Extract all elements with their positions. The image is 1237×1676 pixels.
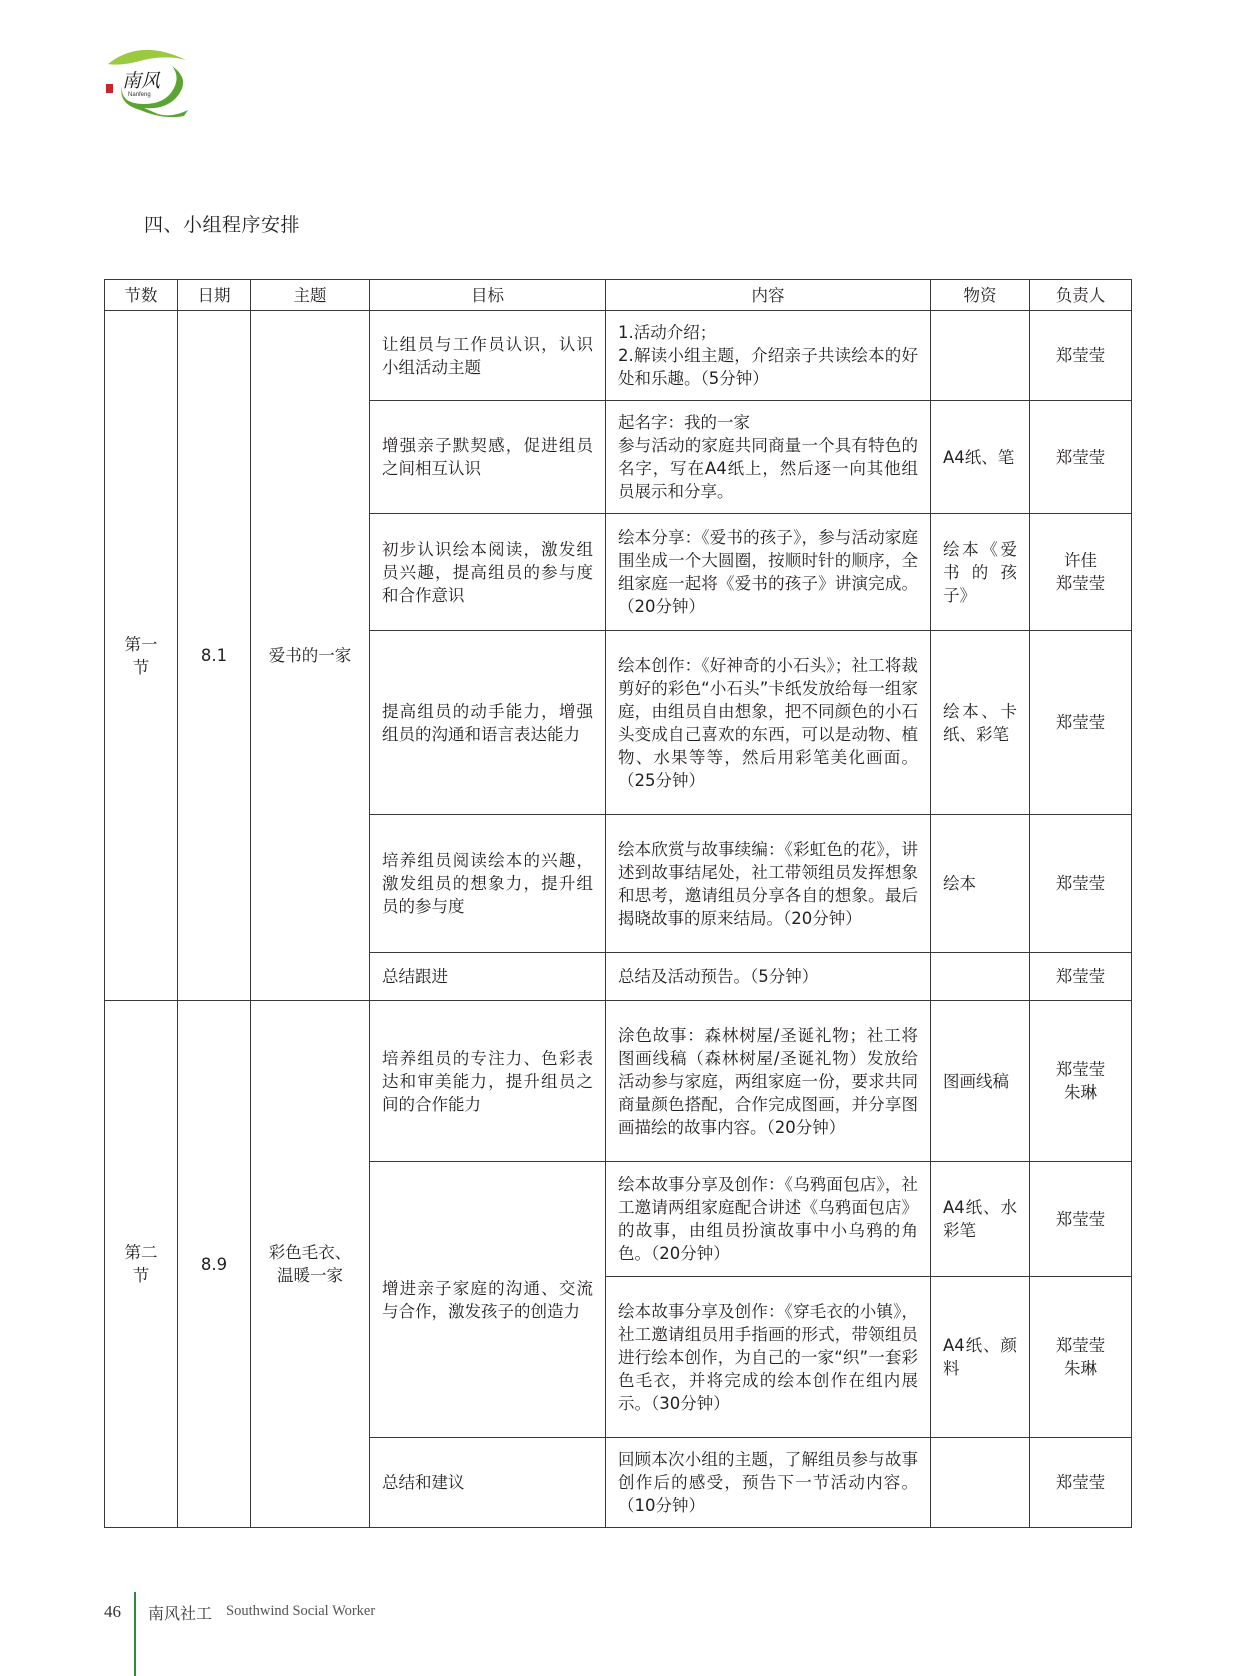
owner-name: 郑莹莹 (1055, 1473, 1106, 1492)
content-line: 涂色故事：森林树屋/圣诞礼物；社工将图画线稿（森林树屋/圣诞礼物）发放给活动参与家庭，两组家庭一份，要求共同商量颜色搭配，合作完成图画，并分享图画描绘的故事内容。（20分钟） (618, 1025, 918, 1137)
session-theme: 爱书的一家 (251, 311, 370, 1001)
header-content: 内容 (606, 280, 931, 311)
content-cell (606, 953, 931, 1001)
header-date: 日期 (178, 280, 251, 311)
owner-cell (1030, 1162, 1132, 1277)
owner-cell (1030, 1438, 1132, 1528)
session-date: 8.1 (178, 311, 251, 1001)
schedule-table (104, 279, 1132, 1528)
session-name: 第二节 (105, 1001, 178, 1528)
content-cell (606, 815, 931, 953)
materials-cell: A4纸、水彩笔 (931, 1162, 1030, 1277)
materials-cell: 绘本、卡纸、彩笔 (931, 631, 1030, 815)
owner-name: 郑莹莹 (1055, 874, 1106, 893)
content-cell (606, 1277, 931, 1438)
content-cell (606, 1001, 931, 1162)
content-cell (606, 514, 931, 631)
owner-cell (1030, 631, 1132, 815)
content-line: 绘本欣赏与故事续编：《彩虹色的花》，讲述到故事结尾处，社工带领组员发挥想象和思考，邀请组员分享各自的想象。最后揭晓故事的原来结局。（20分钟） (618, 839, 918, 928)
svg-text:南风: 南风 (122, 70, 161, 92)
goal-cell: 总结和建议 (370, 1438, 606, 1528)
goal-cell: 提高组员的动手能力，增强组员的沟通和语言表达能力 (370, 631, 606, 815)
header-goal: 目标 (370, 280, 606, 311)
owner-name: 郑莹莹 (1055, 1209, 1106, 1229)
content-line: 2.解读小组主题，介绍亲子共读绘本的好处和乐趣。（5分钟） (618, 346, 918, 388)
header-theme: 主题 (251, 280, 370, 311)
materials-cell (931, 953, 1030, 1001)
owner-cell (1030, 1277, 1132, 1438)
owner-name: 郑莹莹 (1055, 574, 1106, 593)
content-line: 绘本创作：《好神奇的小石头》；社工将裁剪好的彩色“小石头”卡纸发放给每一组家庭，由组员自由想象，把不同颜色的小石头变成自己喜欢的东西，可以是动物、植物、水果等等，然后用彩笔美化画面。（25分钟） (618, 655, 918, 790)
goal-cell: 总结跟进 (370, 953, 606, 1001)
footer-divider (134, 1592, 136, 1676)
table-row (105, 1001, 1132, 1162)
session-name: 第一节 (105, 311, 178, 1001)
goal-cell: 让组员与工作员认识，认识小组活动主题 (370, 311, 606, 401)
content-cell (606, 311, 931, 401)
materials-cell: 图画线稿 (931, 1001, 1030, 1162)
owner-cell (1030, 815, 1132, 953)
content-cell (606, 1162, 931, 1277)
content-cell (606, 401, 931, 514)
goal-cell: 培养组员阅读绘本的兴趣，激发组员的想象力，提升组员的参与度 (370, 815, 606, 953)
section-title: 四、小组程序安排 (144, 214, 301, 236)
content-line: 1.活动介绍； (618, 323, 717, 342)
materials-cell: A4纸、笔 (931, 401, 1030, 514)
materials-cell: A4纸、颜料 (931, 1277, 1030, 1438)
session-theme: 彩色毛衣、温暖一家 (251, 1001, 370, 1528)
owner-cell (1030, 1001, 1132, 1162)
owner-name: 郑莹莹 (1055, 1060, 1106, 1079)
content-line: 绘本故事分享及创作：《穿毛衣的小镇》，社工邀请组员用手指画的形式，带领组员进行绘本创作，为自己的一家“织”一套彩色毛衣，并将完成的绘本创作在组内展示。（30分钟） (618, 1301, 918, 1413)
goal-cell: 培养组员的专注力、色彩表达和审美能力，提升组员之间的合作能力 (370, 1001, 606, 1162)
header-owner: 负责人 (1030, 280, 1132, 311)
content-line: 总结及活动预告。（5分钟） (618, 967, 819, 986)
owner-name: 许佳 (1064, 551, 1097, 570)
materials-cell: 绘本《爱书的孩子》 (931, 514, 1030, 631)
materials-cell (931, 1438, 1030, 1528)
table-row (105, 311, 1132, 401)
svg-text:Nanfeng: Nanfeng (128, 92, 151, 98)
header-materials: 物资 (931, 280, 1030, 311)
content-cell (606, 1438, 931, 1528)
owner-cell (1030, 514, 1132, 631)
header-session: 节数 (105, 280, 178, 311)
page-number: 46 (104, 1602, 121, 1621)
content-cell (606, 631, 931, 815)
magazine-name-cn: 南风社工 (148, 1604, 213, 1623)
content-line: 起名字：我的一家 (618, 413, 750, 432)
owner-name: 郑莹莹 (1055, 713, 1106, 732)
owner-name: 朱琳 (1064, 1359, 1097, 1378)
goal-cell: 初步认识绘本阅读，激发组员兴趣，提高组员的参与度和合作意识 (370, 514, 606, 631)
session-date: 8.9 (178, 1001, 251, 1528)
goal-cell: 增进亲子家庭的沟通、交流与合作，激发孩子的创造力 (370, 1162, 606, 1438)
owner-name: 郑莹莹 (1055, 346, 1106, 365)
content-line: 参与活动的家庭共同商量一个具有特色的名字，写在A4纸上，然后逐一向其他组员展示和分享。 (618, 436, 918, 501)
content-line: 回顾本次小组的主题，了解组员参与故事创作后的感受，预告下一节活动内容。（10分钟） (618, 1450, 918, 1515)
content-line: 绘本分享：《爱书的孩子》，参与活动家庭围坐成一个大圆圈，按顺时针的顺序，全组家庭一起将《爱书的孩子》讲演完成。（20分钟） (618, 528, 918, 616)
owner-name: 郑莹莹 (1055, 447, 1106, 467)
table-header-row (105, 280, 1132, 311)
owner-cell (1030, 953, 1132, 1001)
magazine-name-en: Southwind Social Worker (226, 1603, 376, 1619)
nanfeng-logo (100, 44, 192, 118)
owner-cell (1030, 401, 1132, 514)
owner-name: 郑莹莹 (1055, 1336, 1106, 1355)
owner-name: 朱琳 (1064, 1083, 1097, 1102)
materials-cell (931, 311, 1030, 401)
goal-cell: 增强亲子默契感，促进组员之间相互认识 (370, 401, 606, 514)
materials-cell: 绘本 (931, 815, 1030, 953)
content-line: 绘本故事分享及创作：《乌鸦面包店》，社工邀请两组家庭配合讲述《乌鸦面包店》的故事，由组员扮演故事中小乌鸦的角色。（20分钟） (618, 1175, 918, 1263)
owner-cell (1030, 311, 1132, 401)
owner-name: 郑莹莹 (1055, 967, 1106, 986)
